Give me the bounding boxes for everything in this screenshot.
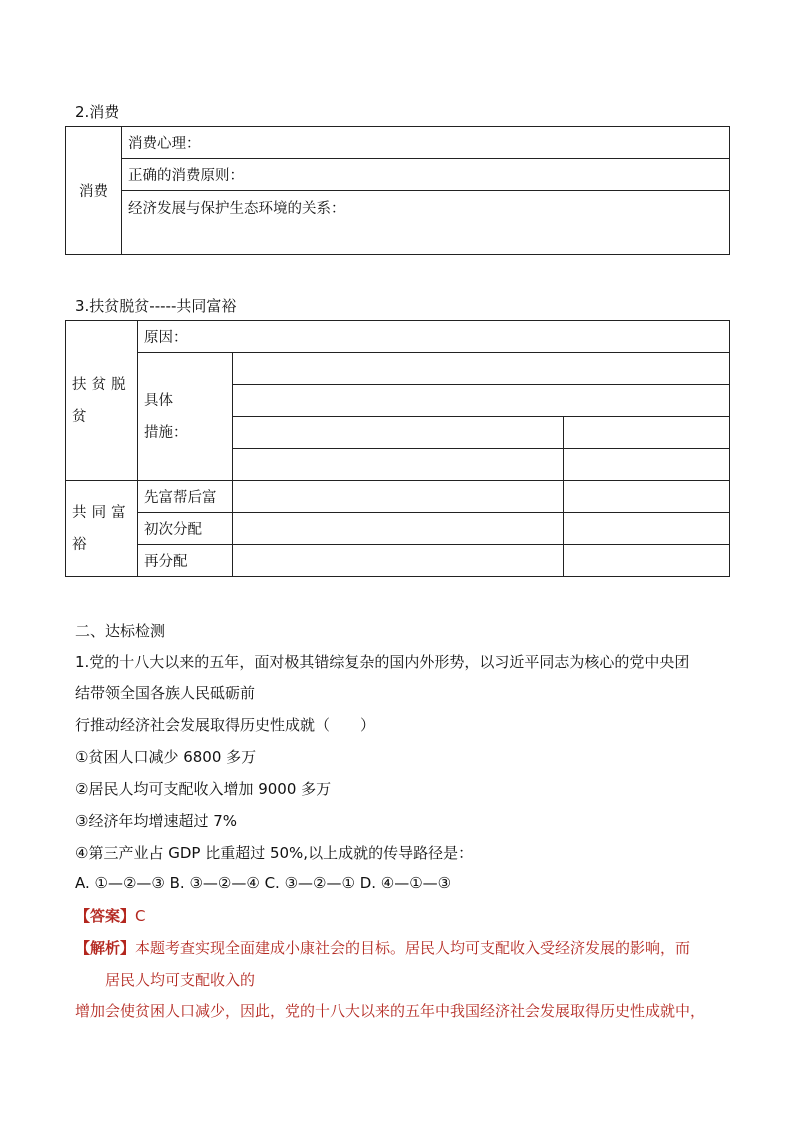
common-prosperity-header (66, 481, 138, 577)
measure-blank-3a (233, 417, 564, 449)
question-line: 1.党的十八大以来的五年，面对极其错综复杂的国内外形势，以习近平同志为核心的党中央团 (75, 653, 690, 671)
measures-label-line1: 具体 (144, 392, 173, 409)
analysis-label: 【解析】 (75, 939, 136, 957)
measure-blank-3b (564, 417, 730, 449)
question-option: ①贫困人口减少 6800 多万 (75, 748, 257, 766)
prosperity-blank (564, 481, 730, 513)
prosperity-blank (564, 545, 730, 577)
measure-blank-4b (564, 449, 730, 481)
section3-heading: 3.扶贫脱贫-----共同富裕 (75, 297, 237, 315)
measure-blank-1 (233, 353, 730, 385)
poverty-prosperity-table (65, 320, 730, 577)
prosperity-blank (233, 513, 564, 545)
poverty-alleviation-header (66, 321, 138, 481)
question-option: ②居民人均可支配收入增加 9000 多万 (75, 780, 332, 798)
analysis-line (75, 937, 690, 958)
poverty-alleviation-label: 扶贫脱贫 (72, 376, 131, 425)
analysis-text: 本题考查实现全面建成小康社会的目标。居民人均可支配收入受经济发展的影响，而 (135, 939, 691, 957)
analysis-text: 增加会使贫困人口减少，因此，党的十八大以来的五年中我国经济社会发展取得历史性成就中， (75, 1002, 706, 1020)
measures-label-line2: 措施： (144, 424, 188, 441)
consumption-principles-cell: 正确的消费原则： (122, 159, 730, 191)
prosperity-blank (233, 481, 564, 513)
prosperity-blank (233, 545, 564, 577)
part2-heading: 二、达标检测 (75, 622, 166, 640)
answer-value: C (135, 907, 146, 925)
question-line: 结带领全国各族人民砥砺前 (75, 684, 256, 702)
question-option: ④第三产业占 GDP 比重超过 50%,以上成就的传导路径是： (75, 844, 474, 862)
reason-cell: 原因： (138, 321, 730, 353)
section2-heading: 2.消费 (75, 103, 120, 121)
measure-blank-2 (233, 385, 730, 417)
prosperity-blank (564, 513, 730, 545)
analysis-text: 居民人均可支配收入的 (105, 971, 256, 989)
common-prosperity-label: 共同富裕 (72, 504, 131, 553)
consumption-psychology-cell: 消费心理： (122, 127, 730, 159)
prosperity-row-label: 再分配 (138, 545, 233, 577)
answer-label: 【答案】 (75, 907, 136, 925)
ecology-relationship-cell: 经济发展与保护生态环境的关系： (122, 191, 730, 255)
consumption-row-header: 消费 (66, 127, 122, 255)
prosperity-row-label: 先富帮后富 (138, 481, 233, 513)
prosperity-row-label: 初次分配 (138, 513, 233, 545)
consumption-table (65, 126, 730, 255)
question-option: ③经济年均增速超过 7% (75, 812, 238, 830)
measures-label-cell (138, 353, 233, 481)
question-line: 行推动经济社会发展取得历史性成就（ ） (75, 716, 376, 734)
measure-blank-4a (233, 449, 564, 481)
answer-choices: A. ①—②—③ B. ③—②—④ C. ③—②—① D. ④—①—③ (75, 874, 452, 892)
answer-line (75, 905, 146, 926)
